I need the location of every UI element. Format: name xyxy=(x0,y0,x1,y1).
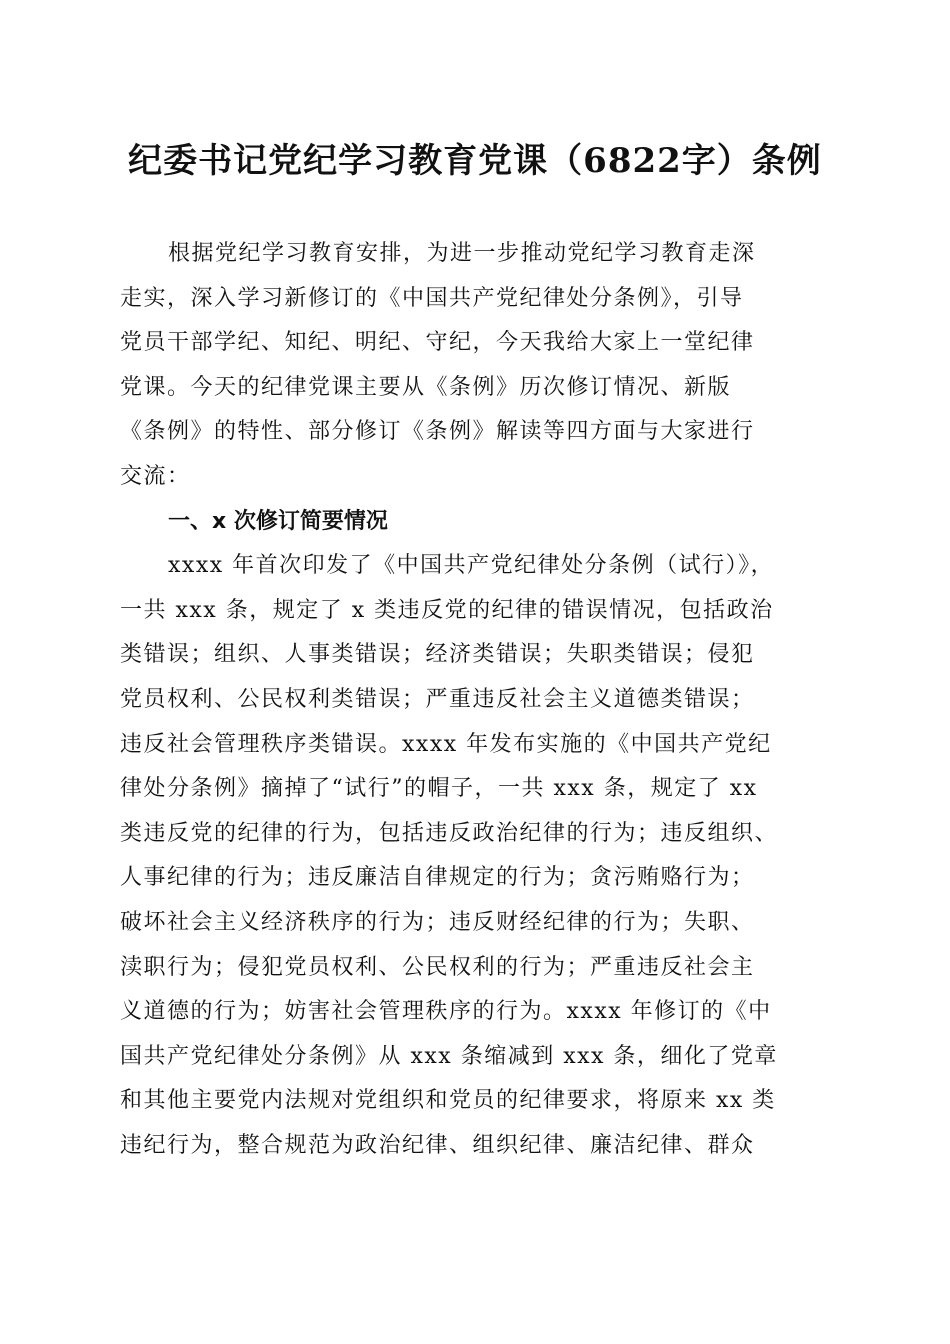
paragraph-line: 国共产党纪律处分条例》从 xxx 条缩减到 xxx 条，细化了党章 xyxy=(120,1043,778,1069)
paragraph-line: 人事纪律的行为；违反廉洁自律规定的行为；贪污贿赂行为； xyxy=(120,865,755,891)
paragraph-line: 破坏社会主义经济秩序的行为；违反财经纪律的行为；失职、 xyxy=(120,909,755,935)
paragraph-line: 违反社会管理秩序类错误。xxxx 年发布实施的《中国共产党纪 xyxy=(120,731,772,757)
paragraph-line: 律处分条例》摘掉了“试行”的帽子，一共 xxx 条，规定了 xx xyxy=(120,776,758,802)
document-body xyxy=(120,232,830,1168)
paragraph-line: 党员权利、公民权利类错误；严重违反社会主义道德类错误； xyxy=(120,686,755,712)
paragraph-line: 义道德的行为；妨害社会管理秩序的行为。xxxx 年修订的《中 xyxy=(120,999,772,1025)
paragraph-line: 交流： xyxy=(120,463,191,489)
section-heading: 一、x 次修订简要情况 xyxy=(168,508,388,534)
paragraph-line: 《条例》的特性、部分修订《条例》解读等四方面与大家进行 xyxy=(120,419,755,445)
paragraph-line: 渎职行为；侵犯党员权利、公民权利的行为；严重违反社会主 xyxy=(120,954,755,980)
paragraph-line: 一共 xxx 条，规定了 x 类违反党的纪律的错误情况，包括政治 xyxy=(120,597,774,623)
paragraph-line: 走实，深入学习新修订的《中国共产党纪律处分条例》，引导 xyxy=(120,285,744,311)
paragraph-line: 党员干部学纪、知纪、明纪、守纪，今天我给大家上一堂纪律 xyxy=(120,330,755,356)
paragraph-line: 类错误；组织、人事类错误；经济类错误；失职类错误；侵犯 xyxy=(120,642,755,668)
paragraph-line: 和其他主要党内法规对党组织和党员的纪律要求，将原来 xx 类 xyxy=(120,1088,776,1114)
paragraph-line: 根据党纪学习教育安排，为进一步推动党纪学习教育走深 xyxy=(168,241,756,266)
document-title: 纪委书记党纪学习教育党课（6822字）条例 xyxy=(128,141,822,181)
paragraph-line: xxxx 年首次印发了《中国共产党纪律处分条例（试行）》， xyxy=(168,553,775,579)
paragraph-line: 违纪行为，整合规范为政治纪律、组织纪律、廉洁纪律、群众 xyxy=(120,1132,755,1158)
paragraph-line: 党课。今天的纪律党课主要从《条例》历次修订情况、新版 xyxy=(120,374,732,400)
paragraph-line: 类违反党的纪律的行为，包括违反政治纪律的行为；违反组织、 xyxy=(120,820,779,846)
